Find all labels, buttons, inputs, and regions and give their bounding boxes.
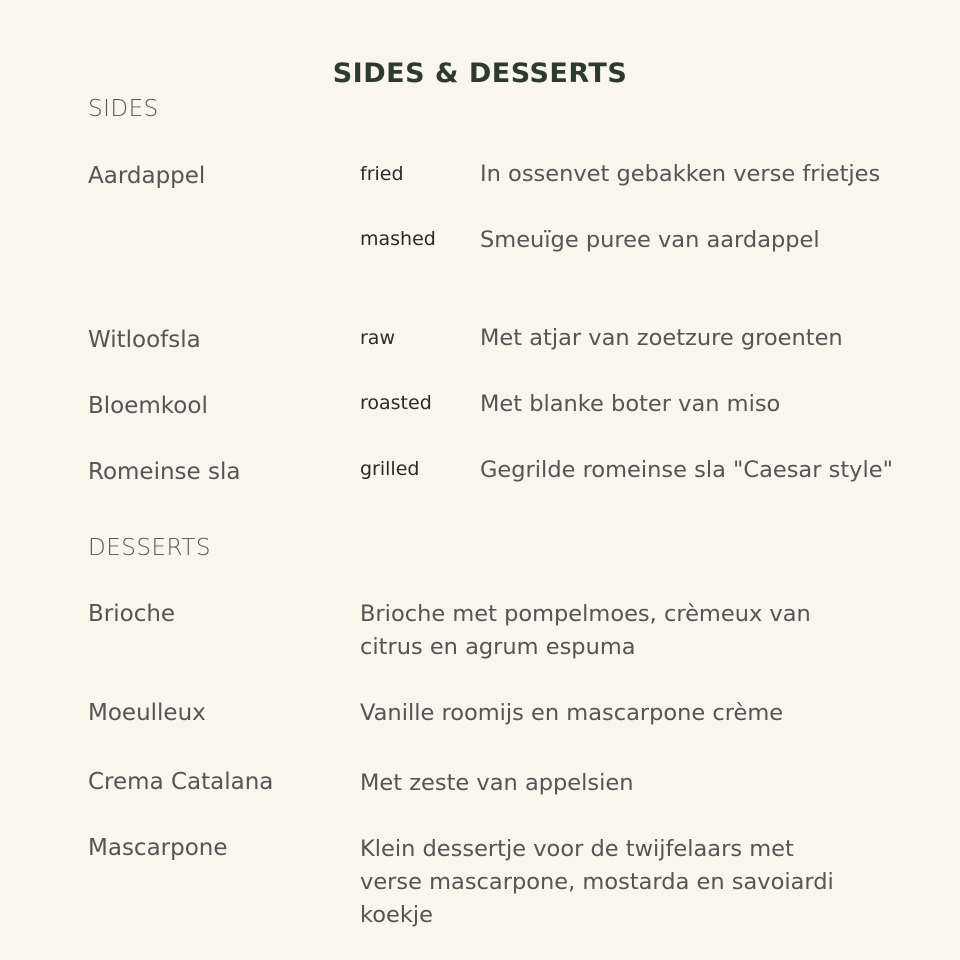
side-name: Bloemkool [88, 393, 208, 419]
side-name: Aardappel [88, 163, 206, 189]
side-method: grilled [360, 458, 420, 480]
dessert-name: Brioche [88, 601, 176, 627]
side-method: mashed [360, 228, 436, 250]
side-description: In ossenvet gebakken verse frietjes [480, 161, 881, 187]
dessert-description [360, 697, 920, 730]
dessert-name: Mascarpone [88, 835, 228, 861]
side-name: Romeinse sla [88, 459, 241, 485]
dessert-description [360, 767, 920, 800]
side-description: Met atjar van zoetzure groenten [480, 325, 843, 351]
dessert-description-line: Brioche met pompelmoes, crèmeux van [360, 601, 811, 627]
side-description: Smeuïge puree van aardappel [480, 227, 820, 253]
side-description: Met blanke boter van miso [480, 391, 781, 417]
section-heading-desserts: DESSERTS [88, 535, 211, 561]
side-method: raw [360, 327, 395, 349]
dessert-description-line: verse mascarpone, mostarda en savoiardi [360, 869, 834, 895]
side-name: Witloofsla [88, 327, 201, 353]
dessert-description-line: koekje [360, 902, 433, 928]
dessert-name: Crema Catalana [88, 769, 274, 795]
dessert-description [360, 833, 920, 932]
dessert-description-line: Vanille roomijs en mascarpone crème [360, 700, 784, 726]
side-method: fried [360, 163, 404, 185]
side-description: Gegrilde romeinse sla "Caesar style" [480, 457, 893, 483]
dessert-description-line: citrus en agrum espuma [360, 634, 636, 660]
dessert-description-line: Klein dessertje voor de twijfelaars met [360, 836, 794, 862]
section-heading-sides: SIDES [88, 96, 159, 122]
dessert-description [360, 598, 920, 664]
page-title: SIDES & DESSERTS [332, 58, 628, 89]
dessert-description-line: Met zeste van appelsien [360, 770, 634, 796]
side-method: roasted [360, 392, 432, 414]
dessert-name: Moeulleux [88, 700, 206, 726]
